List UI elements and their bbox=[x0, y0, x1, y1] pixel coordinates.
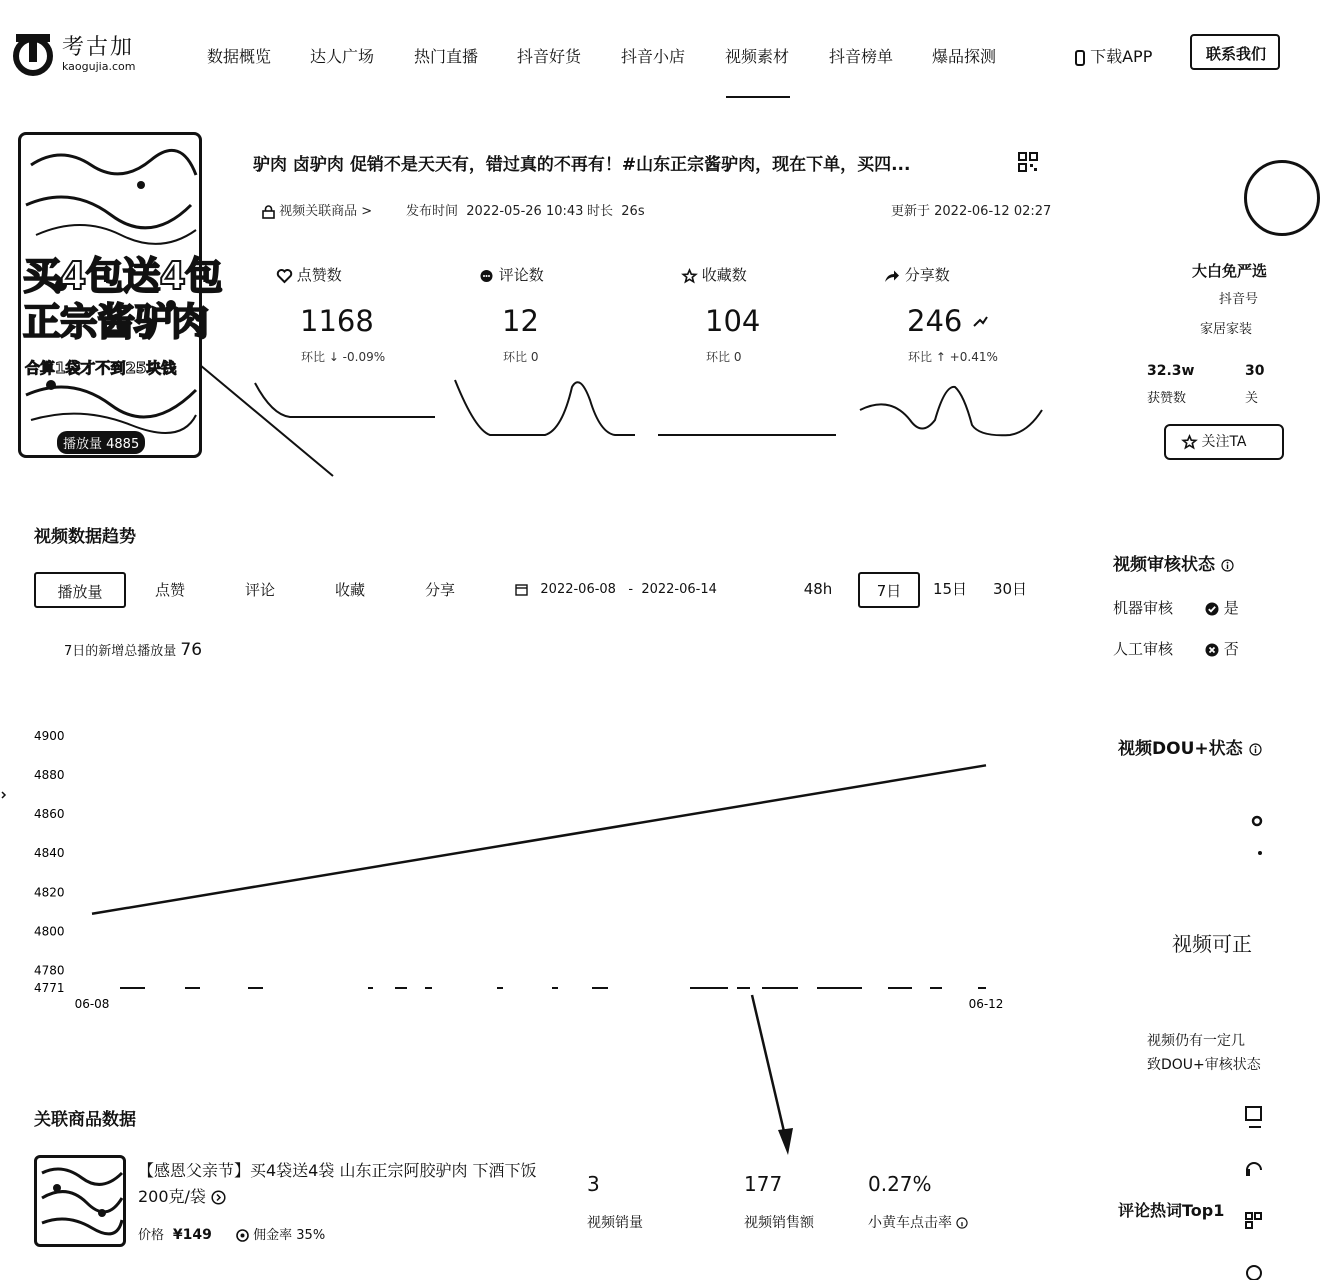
author-follow-label: 关 bbox=[1245, 391, 1259, 406]
publish-time-value: 2022-05-26 10:43 bbox=[466, 204, 584, 219]
cart-ctr-value: 0.27% bbox=[868, 1172, 932, 1196]
human-audit-status bbox=[1205, 638, 1239, 659]
stats-sparklines bbox=[250, 375, 1045, 445]
chart-x-axis bbox=[75, 997, 1004, 1011]
nav-hot-product-detect[interactable]: 爆品探测 bbox=[932, 47, 997, 66]
thumbnail-subline: 合算1袋才不到25块钱 bbox=[25, 359, 177, 377]
y-tick-label: 4860 bbox=[34, 807, 65, 822]
shares-stat-label bbox=[884, 264, 950, 285]
arrow-circle-icon bbox=[211, 1190, 226, 1205]
human-audit-value: 否 bbox=[1223, 640, 1239, 658]
brand-domain: kaogujia.com bbox=[62, 60, 136, 73]
commission-icon bbox=[236, 1229, 249, 1242]
video-duration bbox=[587, 200, 645, 219]
product-commission bbox=[236, 1224, 325, 1243]
lock-icon bbox=[262, 205, 275, 219]
likes-ratio: 环比 ↓ -0.09% bbox=[301, 350, 386, 364]
product-price-value: ¥149 bbox=[172, 1227, 212, 1243]
y-tick-label: 4820 bbox=[34, 885, 65, 900]
author-account: 抖音号 bbox=[1219, 292, 1259, 307]
duration-value: 26s bbox=[621, 204, 645, 219]
y-tick-label: 4771 bbox=[34, 981, 65, 995]
nav-video-material[interactable]: 视频素材 bbox=[725, 47, 790, 66]
author-avatar[interactable] bbox=[1244, 160, 1320, 236]
product-price-label: 价格 bbox=[138, 1228, 165, 1243]
likes-label: 点赞数 bbox=[296, 266, 342, 284]
audit-title: 视频审核状态 bbox=[1113, 555, 1215, 575]
video-thumbnail[interactable] bbox=[18, 132, 222, 458]
comments-label: 评论数 bbox=[498, 266, 544, 284]
nav-hot-live[interactable]: 热门直播 bbox=[414, 47, 479, 66]
comments-ratio: 环比 0 bbox=[503, 350, 539, 364]
tab-plays[interactable]: 播放量 bbox=[34, 572, 126, 608]
favorites-stat-label bbox=[682, 264, 747, 285]
video-sales-label: 视频销量 bbox=[587, 1215, 643, 1231]
updated-time: 更新于 2022-06-12 02:27 bbox=[891, 204, 1052, 219]
range-7d[interactable]: 7日 bbox=[858, 572, 920, 608]
favorites-ratio: 环比 0 bbox=[706, 350, 742, 364]
cart-ctr-label-text: 小黄车点击率 bbox=[868, 1215, 952, 1231]
product-title: 【感恩父亲节】买4袋送4袋 山东正宗阿胶驴肉 下酒下饭 200克/袋 bbox=[138, 1161, 537, 1206]
linked-goods-label: 视频关联商品 > bbox=[279, 204, 373, 219]
nav-data-overview[interactable]: 数据概览 bbox=[207, 47, 272, 66]
publish-time bbox=[406, 200, 583, 219]
download-app-link[interactable] bbox=[1075, 44, 1152, 67]
author-name[interactable]: 大白免严选 bbox=[1192, 262, 1268, 280]
scroll-left-icon[interactable] bbox=[0, 790, 8, 800]
linked-goods-link[interactable] bbox=[262, 200, 372, 219]
trend-line-chart[interactable] bbox=[0, 720, 1080, 1020]
shares-ratio: 环比 ↑ +0.41% bbox=[908, 350, 998, 364]
x-circle-icon bbox=[1205, 643, 1219, 657]
audit-section-title bbox=[1113, 550, 1234, 575]
author-follow-value: 30 bbox=[1245, 363, 1265, 379]
dou-possible-text: 视频可正 bbox=[1172, 932, 1252, 956]
machine-audit-value: 是 bbox=[1223, 599, 1239, 617]
video-title: 驴肉 卤驴肉 促销不是天天有，错过真的不再有！#山东正宗酱驴肉，现在下单，买四... bbox=[253, 155, 911, 175]
total-plays-summary bbox=[64, 640, 202, 660]
author-category: 家居家装 bbox=[1200, 322, 1253, 337]
range-15d[interactable]: 15日 bbox=[932, 580, 968, 598]
dou-progress-ring-icon bbox=[1249, 815, 1261, 860]
dou-title: 视频DOU+状态 bbox=[1118, 739, 1243, 759]
headset-icon[interactable] bbox=[1246, 1163, 1261, 1176]
dou-note-line2: 致DOU+审核状态 bbox=[1147, 1057, 1261, 1073]
video-sales-value: 3 bbox=[587, 1172, 600, 1196]
range-48h[interactable]: 48h bbox=[803, 580, 833, 598]
dou-status-title bbox=[1118, 734, 1262, 759]
help-icon[interactable] bbox=[1247, 1266, 1261, 1280]
date-start: 2022-06-08 bbox=[540, 582, 616, 597]
date-end: 2022-06-14 bbox=[641, 582, 717, 597]
human-audit-label: 人工审核 bbox=[1113, 640, 1174, 658]
machine-audit-label: 机器审核 bbox=[1113, 599, 1174, 617]
phone-icon bbox=[1075, 50, 1085, 66]
thumbnail-headline-1: 买4包送4包 bbox=[23, 254, 222, 298]
comment-icon bbox=[479, 269, 494, 283]
date-separator: - bbox=[628, 582, 634, 597]
likes-stat-label bbox=[277, 264, 342, 285]
cart-ctr-label bbox=[868, 1212, 968, 1232]
annotation-arrow-down bbox=[740, 990, 800, 1160]
product-image-texture bbox=[37, 1158, 123, 1244]
video-revenue-label: 视频销售额 bbox=[744, 1215, 814, 1231]
follow-button[interactable] bbox=[1164, 424, 1284, 460]
product-title-link[interactable] bbox=[138, 1158, 538, 1210]
tab-likes[interactable]: 点赞 bbox=[154, 581, 185, 599]
machine-audit-status bbox=[1205, 597, 1239, 618]
y-tick-label: 4780 bbox=[34, 963, 65, 978]
nav-douyin-rankings[interactable]: 抖音榜单 bbox=[829, 47, 894, 66]
total-plays-value: 76 bbox=[180, 640, 203, 660]
thumbnail-headline-2: 正宗酱驴肉 bbox=[23, 300, 209, 344]
product-price bbox=[138, 1224, 212, 1243]
brand-name[interactable]: 考古加 bbox=[62, 35, 135, 60]
nav-douyin-shop[interactable]: 抖音小店 bbox=[621, 47, 686, 66]
kaogujia-logo-icon[interactable] bbox=[10, 30, 56, 76]
download-app-label: 下载APP bbox=[1090, 47, 1153, 66]
total-plays-label: 7日的新增总播放量 bbox=[64, 644, 177, 659]
chart-series-line-plays bbox=[92, 765, 986, 913]
likes-value: 1168 bbox=[300, 304, 374, 338]
dou-note-line1: 视频仍有一定几 bbox=[1147, 1033, 1245, 1049]
nav-active-indicator bbox=[726, 96, 790, 98]
y-tick-label: 4840 bbox=[34, 846, 65, 861]
favorites-label: 收藏数 bbox=[701, 266, 747, 284]
info-icon[interactable] bbox=[1249, 743, 1262, 756]
side-toolbar bbox=[1244, 1105, 1261, 1280]
share-icon bbox=[884, 269, 900, 283]
duration-label: 时长 bbox=[587, 204, 614, 219]
y-tick-label: 4800 bbox=[34, 924, 65, 939]
star-outline-icon bbox=[1182, 435, 1197, 449]
star-icon bbox=[682, 269, 697, 283]
publish-time-label: 发布时间 bbox=[406, 204, 459, 219]
y-tick-label: 4900 bbox=[34, 729, 65, 743]
comments-stat-label bbox=[479, 264, 544, 285]
shares-label: 分享数 bbox=[904, 266, 950, 284]
monitor-icon[interactable] bbox=[1246, 1107, 1261, 1127]
y-tick-label: 4880 bbox=[34, 768, 65, 783]
favorites-value: 104 bbox=[705, 304, 761, 338]
follow-button-label: 关注TA bbox=[1201, 434, 1247, 450]
info-icon[interactable] bbox=[956, 1217, 968, 1229]
thumbnail-play-count: 播放量 4885 bbox=[57, 431, 145, 454]
chart-y-axis bbox=[34, 729, 65, 995]
shares-value: 246 bbox=[907, 304, 963, 338]
x-tick-label: 06-12 bbox=[968, 997, 1004, 1011]
qr-code-icon[interactable] bbox=[1246, 1213, 1261, 1228]
contact-us-button[interactable]: 联系我们 bbox=[1190, 34, 1280, 70]
nav-influencer-square[interactable]: 达人广场 bbox=[310, 47, 375, 66]
comment-hotwords-title: 评论热词Top1 bbox=[1118, 1201, 1225, 1220]
check-circle-icon bbox=[1205, 602, 1219, 616]
x-tick-label: 06-08 bbox=[74, 997, 110, 1011]
product-thumbnail[interactable] bbox=[34, 1155, 126, 1247]
calendar-icon bbox=[515, 583, 528, 596]
qr-code-icon[interactable] bbox=[1018, 152, 1038, 172]
tab-comments[interactable]: 评论 bbox=[244, 581, 275, 599]
info-icon[interactable] bbox=[1221, 559, 1234, 572]
range-30d[interactable]: 30日 bbox=[992, 580, 1028, 598]
comments-value: 12 bbox=[502, 304, 539, 338]
tab-favorites[interactable]: 收藏 bbox=[334, 581, 365, 599]
nav-douyin-goods[interactable]: 抖音好货 bbox=[517, 47, 582, 66]
author-likes-label: 获赞数 bbox=[1147, 391, 1187, 406]
heart-icon bbox=[277, 269, 292, 283]
date-range-picker[interactable] bbox=[515, 582, 717, 597]
products-section-title: 关联商品数据 bbox=[34, 1110, 136, 1130]
author-likes-value: 32.3w bbox=[1147, 363, 1195, 379]
trend-up-icon bbox=[973, 314, 989, 328]
tab-shares[interactable]: 分享 bbox=[424, 581, 455, 599]
product-commission-value: 佣金率 35% bbox=[253, 1228, 326, 1243]
trend-section-title: 视频数据趋势 bbox=[34, 527, 136, 547]
video-revenue-value: 177 bbox=[744, 1172, 783, 1196]
